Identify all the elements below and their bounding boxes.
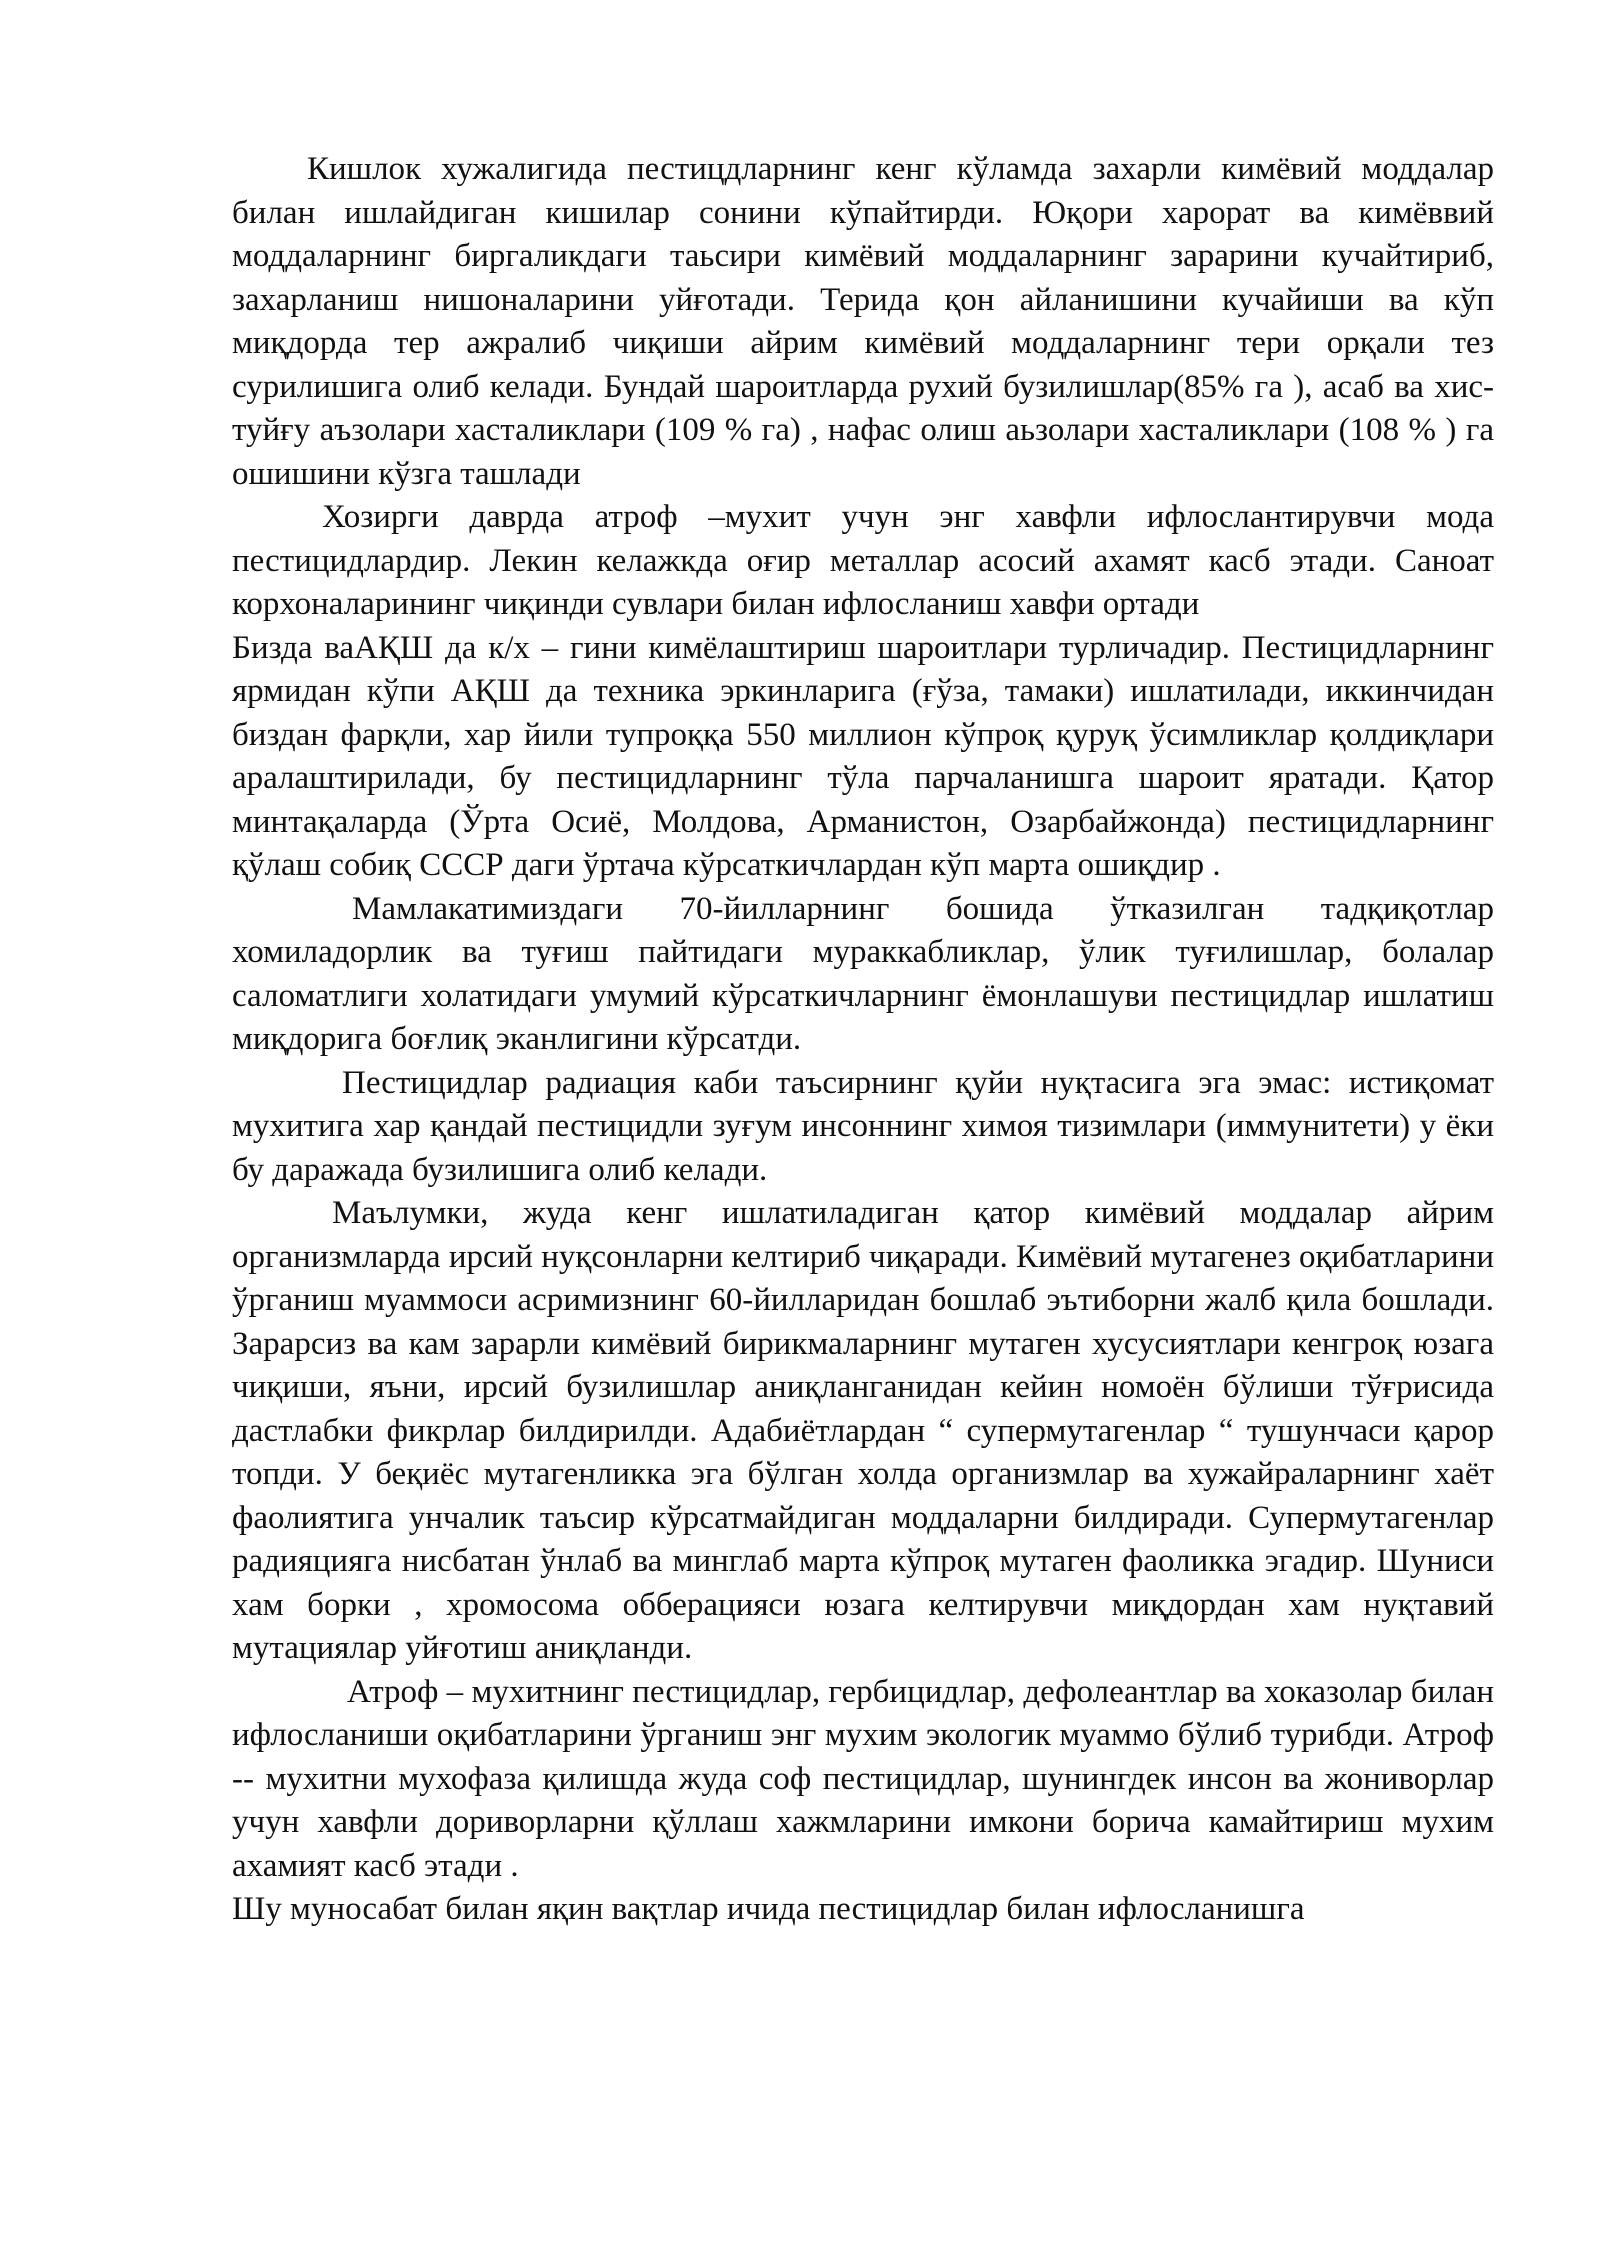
paragraph-pesticide-workers: Кишлок хужалигида пестицдларнинг кенг кўламда захарли кимёвий моддалар билан ишлайдиган кишилар сонини кўпайтирди. Юқори харорат ва кимёввий моддаларнинг биргаликдаги таьсири кимёвий моддаларнинг зарарини кучайтириб, захарланиш нишоналарини уйғотади. Терида қон айланишини кучайиши ва кўп миқдорда тер ажралиб чиқиши айрим кимёвий моддаларнинг тери орқали тез сурилишига олиб келади. Бундай шароитларда рухий бузилишлар(85% га ), асаб ва хис- туйғу аъзолари хасталиклари (109 % га) , нафас олиш аьзолари хасталиклари (108 % ) га ошишини кўзга ташлади — [232, 151, 1494, 492]
paragraph-radiation-comparison: Пестицидлар радиация каби таъсирнинг қуйи нуқтасига эга эмас: истиқомат мухитига хар қандай пестицидли зуғум инсоннинг химоя тизимлари (иммунитети) у ёки бу даражада бузилишига олиб келади. — [232, 1064, 1494, 1188]
paragraph-usa-comparison: Бизда ваАҚШ да к/х – гини кимёлаштириш шароитлари турличадир. Пестицидларнинг ярмидан кўпи АҚШ да техника эркинларига (ғўза, тамаки) ишлатилади, иккинчидан биздан фарқли, хар йили тупроққа 550 миллион кўпроқ қуруқ ўсимликлар қолдиқлари аралаштирилади, бу пестицидларнинг тўла парчаланишга шароит яратади. Қатор минтақаларда (Ўрта Осиё, Молдова, Арманистон, Озарбайжонда) пестицидларнинг қўлаш собиқ СССР даги ўртача кўрсаткичлардан кўп марта ошиқдир . — [232, 629, 1494, 883]
paragraph-continuation: Шу муносабат билан яқин вақтлар ичида пестицидлар билан ифлосланишга — [232, 1891, 1305, 1927]
document-page — [232, 148, 1494, 1932]
paragraph-environment-protection: Атроф – мухитнинг пестицидлар, гербицидлар, дефолеантлар ва хоказолар билан ифлосланиши оқибатларини ўрганиш энг мухим экологик муаммо бўлиб турибди. Атроф -- мухитни мухофаза қилишда жуда соф пестицидлар, шунингдек инсон ва жониворлар учун хавфли дориворларни қўллаш хажмларини имкони борича камайтириш мухим ахамият касб этади . — [232, 1673, 1494, 1884]
paragraph-research-70s: Мамлакатимиздаги 70-йилларнинг бошида ўтказилган тадқиқотлар хомиладорлик ва туғиш пайтидаги мураккабликлар, ўлик туғилишлар, болалар саломатлиги холатидаги умумий кўрсаткичларнинг ёмонлашуви пестицидлар ишлатиш миқдорига боғлиқ эканлигини кўрсатди. — [232, 890, 1494, 1057]
paragraph-mutagenesis: Маълумки, жуда кенг ишлатиладиган қатор кимёвий моддалар айрим организмларда ирсий нуқсонларни келтириб чиқаради. Кимёвий мутагенез оқибатларини ўрганиш муаммоси асримизнинг 60-йилларидан бошлаб эътиборни жалб қила бошлади. Зарарсиз ва кам зарарли кимёвий бирикмаларнинг мутаген хусусиятлари кенгроқ юзага чиқиши, яъни, ирсий бузилишлар аниқланганидан кейин номоён бўлиши тўғрисида дастлабки фикрлар билдирилди. Адабиётлардан “ супермутагенлар “ тушунчаси қарор топди. У беқиёс мутагенликка эга бўлган холда организмлар ва хужайраларнинг хаёт фаолиятига унчалик таъсир кўрсатмайдиган моддаларни билдиради. Супермутагенлар радияцияга нисбатан ўнлаб ва минглаб марта кўпроқ мутаген фаоликка эгадир. Шуниси хам борки , хромосома обберацияси юзага келтирувчи миқдордан хам нуқтавий мутациялар уйғотиш аниқланди. — [232, 1195, 1494, 1666]
paragraph-dangerous-pollutants: Хозирги даврда атроф –мухит учун энг хавфли ифлослантирувчи мода пестицидлардир. Лекин келажкда оғир металлар асосий ахамят касб этади. Саноат корхоналарининг чиқинди сувлари билан ифлосланиш хавфи ортади — [232, 499, 1494, 622]
